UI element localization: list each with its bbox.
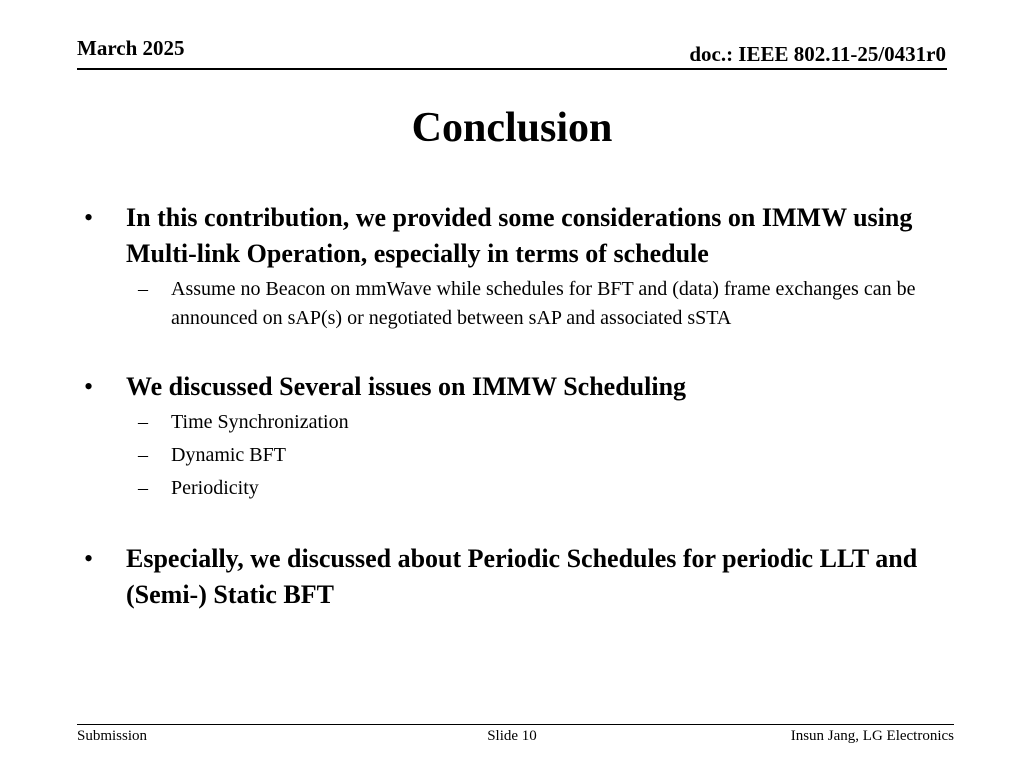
bullet-text: Especially, we discussed about Periodic Schedules for periodic LLT and (Semi-) Static BFT: [126, 544, 918, 609]
sub-item: [84, 441, 934, 470]
sub-marker: –: [138, 278, 148, 300]
sub-item: [84, 474, 934, 503]
sub-text: Assume no Beacon on mmWave while schedules for BFT and (data) frame exchanges can be announced on sAP(s) or negotiated between sAP and associated sSTA: [171, 278, 916, 329]
bullet-marker: •: [84, 544, 94, 573]
bullet-item: [84, 369, 934, 405]
sub-item: [84, 275, 934, 333]
sub-marker: –: [138, 477, 148, 499]
bullet-item: [84, 200, 934, 272]
sub-text: Time Synchronization: [171, 411, 349, 433]
bullet-text: In this contribution, we provided some considerations on IMMW using Multi-link Operation, especially in terms of schedule: [126, 203, 913, 268]
footer-author: Insun Jang, LG Electronics: [790, 728, 954, 744]
footer-submission: Submission: [77, 728, 148, 744]
footer-divider: [77, 724, 954, 725]
sub-marker: –: [138, 411, 148, 433]
bullet-text: We discussed Several issues on IMMW Scheduling: [126, 372, 687, 401]
header-divider: [77, 68, 947, 70]
sub-marker: –: [138, 444, 148, 466]
slide-title: Conclusion: [411, 105, 613, 151]
sub-text: Periodicity: [171, 477, 259, 499]
bullet-marker: •: [84, 372, 94, 401]
sub-list: [84, 408, 934, 503]
bullet-item: [84, 541, 934, 613]
header-doc-id: doc.: IEEE 802.11-25/0431r0: [689, 42, 946, 66]
footer-slide-number: Slide 10: [487, 728, 537, 744]
slide-content: [84, 200, 934, 613]
sub-item: [84, 408, 934, 437]
sub-list: [84, 275, 934, 333]
bullet-marker: •: [84, 203, 94, 232]
header-date: March 2025: [77, 36, 185, 60]
sub-text: Dynamic BFT: [171, 444, 286, 466]
